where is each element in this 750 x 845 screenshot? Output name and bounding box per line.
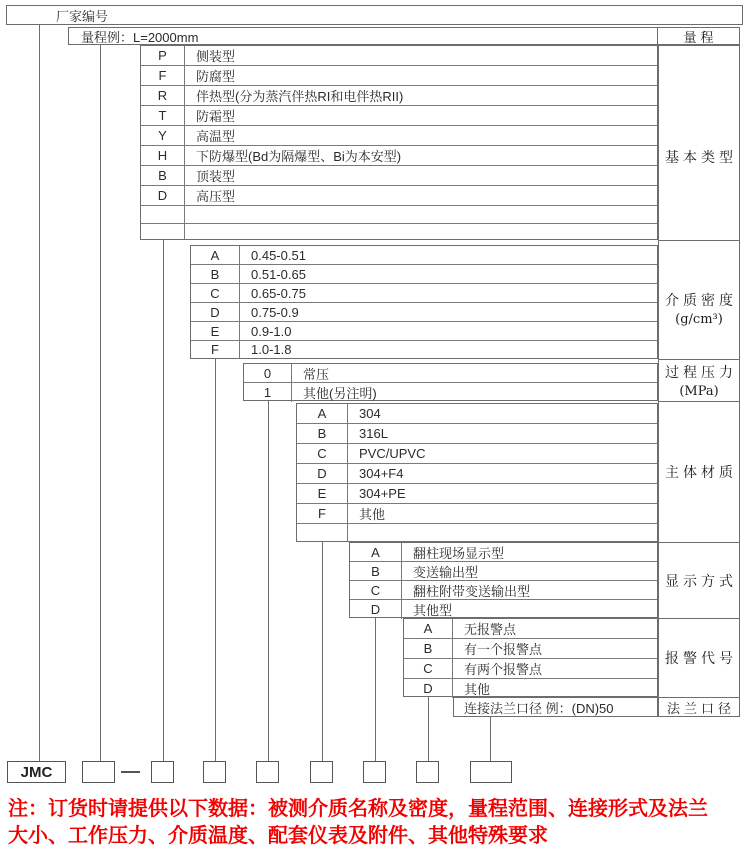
drop-line-manufacturer: [39, 25, 40, 762]
material-table: [296, 403, 658, 542]
section-label-basic-type: 基本类型: [659, 46, 739, 241]
desc-cell: 下防爆型(Bd为隔爆型、Bi为本安型): [196, 149, 402, 164]
desc-cell: PVC/UPVC: [359, 446, 426, 461]
code-cell: B: [404, 639, 453, 658]
drop-line-pressure: [268, 401, 269, 762]
code-cell: B: [350, 562, 402, 580]
desc-cell: 变送输出型: [413, 564, 479, 580]
desc-cell: [185, 224, 657, 239]
table-row: [141, 86, 657, 106]
desc-cell: 0.65-0.75: [251, 285, 306, 301]
table-row: [297, 524, 657, 541]
desc-cell: 304: [359, 406, 381, 421]
code-cell: 0: [244, 364, 292, 382]
code-cell: T: [141, 106, 185, 125]
range-label-text: 量程: [683, 30, 718, 46]
code-cell: A: [191, 246, 240, 264]
table-row: [350, 581, 657, 600]
table-row: [297, 504, 657, 524]
order-note-line1: 注：订货时请提供以下数据：被测介质名称及密度，量程范围、连接形式及法兰: [8, 798, 708, 820]
basic-type-table: [140, 45, 658, 240]
code-cell: F: [141, 66, 185, 85]
table-row: [141, 186, 657, 206]
section-label-range: [657, 28, 739, 44]
code-cell: E: [297, 484, 348, 503]
desc-cell: 0.75-0.9: [251, 304, 299, 320]
desc-cell: 其他: [464, 682, 491, 697]
table-row: [141, 146, 657, 166]
code-cell: D: [191, 303, 240, 321]
section-label-flange: 法兰口径: [666, 702, 735, 717]
flange-row: [453, 697, 658, 717]
drop-line-flange: [490, 717, 491, 762]
desc-cell: 伴热型(分为蒸汽伴热RI和电伴热RII): [196, 89, 404, 104]
code-cell: C: [350, 581, 402, 599]
desc-cell: 高压型: [196, 189, 236, 204]
alarm-table: [403, 618, 658, 697]
code-cell: P: [141, 46, 185, 65]
table-row: [350, 562, 657, 581]
desc-cell: 侧装型: [196, 49, 236, 64]
desc-cell: 翻柱现场显示型: [413, 545, 505, 561]
code-cell: B: [191, 265, 240, 283]
desc-cell: 有一个报警点: [464, 642, 543, 657]
code-cell: D: [404, 679, 453, 698]
drop-line-material: [322, 542, 323, 762]
table-row: [404, 639, 657, 659]
model-code-box-flange: [470, 761, 512, 783]
model-code-box-pressure: [256, 761, 279, 783]
model-prefix-box: [7, 761, 66, 783]
table-row: [404, 679, 657, 698]
model-code-box-density: [203, 761, 226, 783]
code-cell: E: [191, 322, 240, 340]
code-cell: [141, 206, 185, 223]
desc-cell: 316L: [359, 426, 388, 441]
drop-line-alarm: [428, 697, 429, 762]
desc-cell: 其他型: [413, 603, 453, 618]
model-code-box-alarm: [416, 761, 439, 783]
code-cell: [141, 224, 185, 239]
code-cell: C: [191, 284, 240, 302]
table-row: [141, 126, 657, 146]
model-prefix-label: JMC: [20, 763, 53, 781]
table-row: [141, 66, 657, 86]
section-label-pressure: 过程压力 (MPa): [659, 360, 739, 402]
code-cell: B: [297, 424, 348, 443]
density-table: [190, 245, 658, 359]
desc-cell: 0.9-1.0: [251, 323, 292, 339]
drop-line-display: [375, 618, 376, 762]
table-row: [191, 284, 657, 303]
desc-cell: 0.51-0.65: [251, 266, 306, 282]
desc-cell: 无报警点: [464, 622, 517, 637]
desc-cell: [185, 206, 657, 223]
flange-desc: 连接法兰口径 例：(DN)50: [464, 700, 614, 716]
table-row: [297, 404, 657, 424]
section-label-density: 介质密度 (g/cm³): [659, 241, 739, 360]
desc-cell: 防霜型: [196, 109, 236, 124]
manufacturer-no-box: [6, 5, 743, 25]
desc-cell: [348, 524, 657, 541]
section-label-display: 显示方式: [659, 543, 739, 619]
section-label-column: [658, 45, 740, 717]
drop-line-basic-type: [163, 240, 164, 762]
desc-cell: 防腐型: [196, 69, 236, 84]
model-code-box-basic-type: [151, 761, 174, 783]
table-row: [244, 364, 657, 383]
code-cell: F: [297, 504, 348, 523]
table-row: [297, 464, 657, 484]
desc-cell: 常压: [303, 366, 330, 382]
table-row: [191, 246, 657, 265]
section-label-material: 主体材质: [659, 402, 739, 543]
code-cell: A: [350, 543, 402, 561]
table-row: [297, 424, 657, 444]
table-row: [244, 383, 657, 402]
table-row: [141, 166, 657, 186]
code-cell: [297, 524, 348, 541]
code-cell: D: [297, 464, 348, 483]
desc-cell: 高温型: [196, 129, 236, 144]
code-cell: R: [141, 86, 185, 105]
range-example-label: 量程例：L=2000mm: [81, 29, 199, 45]
model-code-box-range: [82, 761, 115, 783]
model-code-box-display: [363, 761, 386, 783]
table-row: [297, 484, 657, 504]
manufacturer-no-label: 厂家编号: [56, 8, 109, 24]
drop-line-density: [215, 359, 216, 762]
code-cell: Y: [141, 126, 185, 145]
order-note: [8, 796, 748, 845]
table-row: [350, 600, 657, 619]
desc-cell: 其他: [359, 507, 386, 522]
code-cell: B: [141, 166, 185, 185]
model-code-box-material: [310, 761, 333, 783]
code-cell: D: [141, 186, 185, 205]
code-cell: D: [350, 600, 402, 619]
model-dash: [121, 771, 140, 773]
code-cell: A: [297, 404, 348, 423]
table-row: [350, 543, 657, 562]
range-box: [68, 27, 740, 45]
desc-cell: 其他(另注明): [303, 386, 377, 401]
desc-cell: 有两个报警点: [464, 662, 543, 677]
desc-cell: 0.45-0.51: [251, 247, 306, 263]
table-row: [404, 619, 657, 639]
section-label-alarm: 报警代号: [659, 619, 739, 698]
code-cell: F: [191, 341, 240, 358]
table-row: [297, 444, 657, 464]
table-row: [191, 303, 657, 322]
table-row: [141, 46, 657, 66]
order-note-line2: 大小、工作压力、介质温度、配套仪表及附件、其他特殊要求: [8, 825, 548, 845]
table-row: [404, 659, 657, 679]
code-cell: C: [297, 444, 348, 463]
table-row: [191, 322, 657, 341]
code-cell: C: [404, 659, 453, 678]
desc-cell: 304+F4: [359, 466, 404, 481]
table-row: [141, 206, 657, 224]
desc-cell: 翻柱附带变送输出型: [413, 583, 531, 599]
pressure-table: [243, 363, 658, 401]
table-row: [191, 341, 657, 358]
display-table: [349, 542, 658, 618]
code-cell: 1: [244, 383, 292, 402]
code-cell: H: [141, 146, 185, 165]
desc-cell: 1.0-1.8: [251, 342, 292, 357]
desc-cell: 顶装型: [196, 169, 236, 184]
drop-line-range: [100, 45, 101, 762]
table-row: [191, 265, 657, 284]
table-row: [141, 106, 657, 126]
desc-cell: 304+PE: [359, 486, 406, 501]
code-cell: A: [404, 619, 453, 638]
table-row: [141, 224, 657, 239]
